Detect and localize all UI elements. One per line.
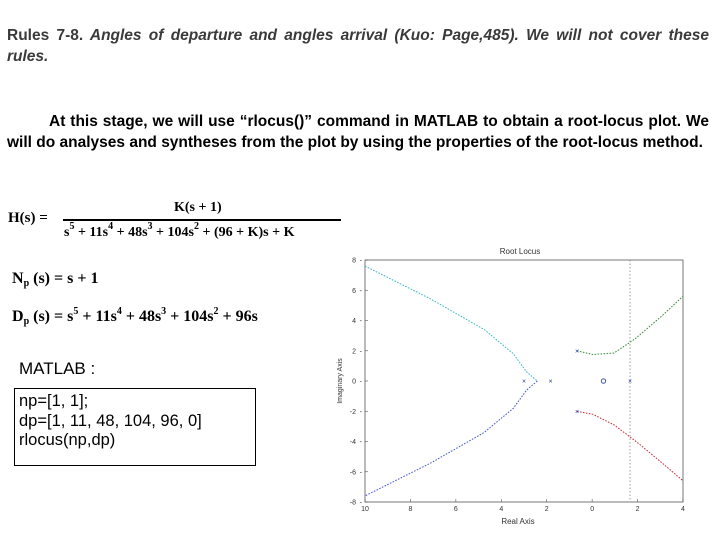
y-axis-label: Imaginary Axis	[337, 358, 344, 404]
pole-marker: ×	[627, 378, 633, 386]
y-tick-dash: -	[359, 348, 362, 356]
y-tick-dash: -	[359, 287, 362, 295]
intro-paragraph: At this stage, we will use “rlocus()” command in MATLAB to obtain a root-locus plot. We will do analyses and syntheses from the plot by using the properties of the root-locus method.	[7, 113, 709, 151]
rules-lead: Rules 7-8.	[7, 27, 84, 44]
x-tick-label: 4	[681, 506, 685, 513]
y-tick-dash: -	[359, 469, 362, 477]
y-tick-dash: -	[359, 318, 362, 325]
y-tick-dash: -	[359, 499, 362, 507]
numerator-polynomial-equation: $N_p$ (s) = s + 1	[12, 270, 99, 289]
h-denominator: $s^5 + 11s^4 + 48s^3 + 104s^2 + (96 + K)s + K$	[64, 221, 295, 240]
denominator-polynomial-equation: $D_p$ $(s) = s^5 + 11s^4 + 48s^3 + 104s^2 + 96s$	[12, 306, 258, 327]
h-numerator: K(s + 1)	[174, 200, 222, 215]
y-tick-label: 0	[352, 378, 356, 386]
x-tick-label: 10	[361, 506, 369, 513]
y-tick-label: -8	[349, 499, 356, 507]
code-line-dp: dp=[1, 11, 48, 104, 96, 0]	[19, 411, 202, 430]
transfer-function-equation	[8, 200, 338, 240]
x-tick-label: 2	[635, 506, 640, 513]
pole-marker: ×	[574, 348, 580, 356]
pole-marker: ×	[521, 378, 527, 386]
x-tick-label: 6	[453, 506, 458, 513]
y-tick-dash: -	[359, 378, 362, 386]
matlab-label: MATLAB :	[19, 359, 96, 378]
matlab-code-box	[14, 388, 256, 466]
y-tick-label: 4	[352, 318, 356, 325]
code-line-rlocus: rlocus(np,dp)	[19, 431, 116, 449]
y-tick-label: -2	[349, 408, 356, 416]
y-tick-label: 6	[352, 287, 356, 295]
pole-marker: ×	[574, 408, 580, 416]
y-tick-dash: -	[359, 257, 362, 265]
code-line-np: np=[1, 1];	[19, 392, 89, 410]
y-tick-label: 8	[352, 257, 356, 265]
y-tick-label: -4	[349, 439, 356, 446]
locus-branch-green	[574, 296, 683, 356]
rules-text: Angles of departure and angles arrival (Kuo: Page,485). We will not cover these rules.	[7, 27, 709, 65]
y-tick-dash: -	[359, 408, 362, 416]
pole-marker: ×	[548, 378, 553, 386]
root-locus-plot	[330, 240, 700, 530]
x-axis-label: Real Axis	[501, 517, 535, 526]
locus-branch-cyan	[365, 266, 537, 381]
y-tick-label: -6	[349, 469, 356, 477]
zero-marker	[601, 379, 605, 383]
x-tick-label: 0	[590, 506, 595, 513]
y-tick-dash: -	[359, 439, 362, 446]
plot-title: Root Locus	[499, 247, 541, 256]
rules-paragraph	[7, 25, 709, 67]
x-tick-label: 8	[408, 506, 413, 513]
h-lhs: H(s) =	[8, 210, 48, 226]
x-tick-label: 4	[499, 506, 504, 513]
x-tick-label: 2	[544, 506, 549, 513]
locus-branch-blue	[365, 378, 537, 496]
y-tick-label: 2	[352, 348, 356, 356]
